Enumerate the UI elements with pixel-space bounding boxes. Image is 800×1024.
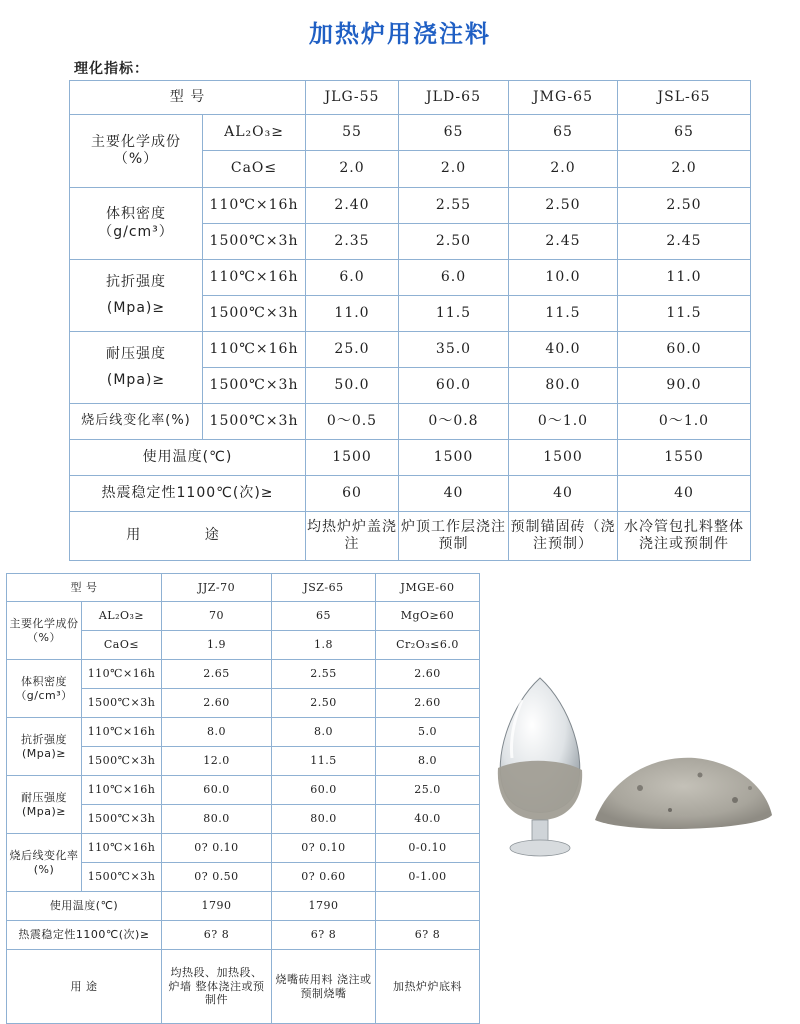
table-row — [70, 440, 751, 476]
table-cell: 2.0 — [618, 151, 751, 188]
table-cell: 1500 — [509, 440, 618, 476]
row-cond: 110℃×16h — [82, 834, 162, 863]
table-cell: 预制锚固砖（浇注预制） — [509, 512, 618, 561]
table-cell: 均热炉炉盖浇注 — [306, 512, 399, 561]
row-cond: 110℃×16h — [203, 332, 306, 368]
table-cell: 2.50 — [509, 188, 618, 224]
table-cell: 0-0.10 — [376, 834, 480, 863]
model-col-1: JLG-55 — [306, 81, 399, 115]
table-row — [7, 602, 480, 631]
table-cell: 60.0 — [162, 776, 272, 805]
flask-icon — [498, 678, 582, 856]
row-cond: 1500℃×3h — [82, 863, 162, 892]
table-row — [7, 950, 480, 1024]
table-row — [7, 834, 480, 863]
table-cell: 2.35 — [306, 224, 399, 260]
table-cell: 60 — [306, 476, 399, 512]
table-cell: 烧嘴砖用料 浇注或预制烧嘴 — [272, 950, 376, 1024]
table-row — [7, 574, 480, 602]
table-cell: 60.0 — [399, 368, 509, 404]
table-cell: 10.0 — [509, 260, 618, 296]
shock-label: 热震稳定性1100℃(次)≥ — [7, 921, 162, 950]
table-cell: 2.50 — [272, 689, 376, 718]
table-cell: 11.0 — [618, 260, 751, 296]
table-cell: 炉顶工作层浇注预制 — [399, 512, 509, 561]
chem-label: 主要化学成份（%） — [7, 602, 82, 660]
table-cell: 0～1.0 — [618, 404, 751, 440]
table-cell: 11.0 — [306, 296, 399, 332]
table-row — [7, 660, 480, 689]
table-cell: 40.0 — [509, 332, 618, 368]
table-row — [70, 81, 751, 115]
table-cell: 1790 — [272, 892, 376, 921]
row-cond: 110℃×16h — [82, 660, 162, 689]
table-cell: MgO≥60 — [376, 602, 480, 631]
row-cond: 1500℃×3h — [203, 224, 306, 260]
row-cond: 1500℃×3h — [203, 368, 306, 404]
row-cond: 110℃×16h — [82, 718, 162, 747]
table-cell: 2.55 — [399, 188, 509, 224]
temp-label: 使用温度(℃) — [70, 440, 306, 476]
table-cell — [376, 892, 480, 921]
table-cell: 0～0.8 — [399, 404, 509, 440]
table-row — [7, 921, 480, 950]
powder-pile-icon — [595, 758, 772, 829]
row-cond: 1500℃×3h — [82, 689, 162, 718]
model-col-2: JSZ-65 — [272, 574, 376, 602]
table-cell: 40 — [618, 476, 751, 512]
table-cell: 2.50 — [399, 224, 509, 260]
table-cell: 65 — [509, 115, 618, 151]
table-cell: 35.0 — [399, 332, 509, 368]
table-cell: Cr₂O₃≤6.0 — [376, 631, 480, 660]
table-cell: 1.9 — [162, 631, 272, 660]
use-label: 用 途 — [70, 512, 306, 561]
table-cell: 65 — [618, 115, 751, 151]
flex-label: 抗折强度 (Mpa)≥ — [70, 260, 203, 332]
page-title: 加热炉用浇注料 — [309, 20, 491, 48]
comp-label: 耐压强度 (Mpa)≥ — [70, 332, 203, 404]
table-cell: 0? 0.10 — [272, 834, 376, 863]
spec-table-2 — [6, 573, 480, 1024]
row-cond: 1500℃×3h — [203, 296, 306, 332]
table-cell: 6.0 — [399, 260, 509, 296]
table-cell: 1500 — [399, 440, 509, 476]
table-cell: 6.0 — [306, 260, 399, 296]
table-cell: 2.50 — [618, 188, 751, 224]
table-cell: 80.0 — [509, 368, 618, 404]
table-cell: 1790 — [162, 892, 272, 921]
table-cell: 11.5 — [272, 747, 376, 776]
table-cell: 0? 0.10 — [162, 834, 272, 863]
model-col-3: JMG-65 — [509, 81, 618, 115]
table-cell: 0-1.00 — [376, 863, 480, 892]
table-cell: 8.0 — [272, 718, 376, 747]
table-cell: 11.5 — [618, 296, 751, 332]
table-row — [7, 892, 480, 921]
table-row — [70, 115, 751, 151]
table-cell: 5.0 — [376, 718, 480, 747]
density-label: 体积密度（g/cm³） — [7, 660, 82, 718]
table-cell: 均热段、加热段、炉墙 整体浇注或预制件 — [162, 950, 272, 1024]
table-cell: 2.60 — [162, 689, 272, 718]
table-cell: 6? 8 — [376, 921, 480, 950]
table-cell: 12.0 — [162, 747, 272, 776]
row-cond: CaO≤ — [82, 631, 162, 660]
model-col-3: JMGE-60 — [376, 574, 480, 602]
model-header: 型 号 — [7, 574, 162, 602]
table-cell: 2.60 — [376, 660, 480, 689]
table-cell: 2.45 — [618, 224, 751, 260]
model-col-4: JSL-65 — [618, 81, 751, 115]
shock-label: 热震稳定性1100℃(次)≥ — [70, 476, 306, 512]
linear-label: 烧后线变化率(%) — [70, 404, 203, 440]
section-subtitle: 理化指标： — [74, 61, 149, 77]
table-cell: 6? 8 — [162, 921, 272, 950]
table-row — [70, 512, 751, 561]
table-cell: 2.0 — [399, 151, 509, 188]
table-cell: 70 — [162, 602, 272, 631]
table-cell: 65 — [399, 115, 509, 151]
row-cond: 110℃×16h — [82, 776, 162, 805]
row-cond: 110℃×16h — [203, 260, 306, 296]
table-cell: 8.0 — [376, 747, 480, 776]
table-row — [7, 718, 480, 747]
table-cell: 90.0 — [618, 368, 751, 404]
table-cell: 1500 — [306, 440, 399, 476]
table-cell: 水冷管包扎料整体浇注或预制件 — [618, 512, 751, 561]
table-cell: 50.0 — [306, 368, 399, 404]
table-row — [70, 260, 751, 296]
table-cell: 11.5 — [399, 296, 509, 332]
table-cell: 40 — [509, 476, 618, 512]
model-col-2: JLD-65 — [399, 81, 509, 115]
product-photo — [490, 670, 780, 870]
comp-label: 耐压强度(Mpa)≥ — [7, 776, 82, 834]
table-cell: 2.65 — [162, 660, 272, 689]
table-cell: 0～1.0 — [509, 404, 618, 440]
row-cond: 1500℃×3h — [82, 805, 162, 834]
table-cell: 80.0 — [162, 805, 272, 834]
table-cell: 2.45 — [509, 224, 618, 260]
spec-table-1 — [69, 80, 751, 561]
table-cell: 60.0 — [272, 776, 376, 805]
table-cell: 25.0 — [306, 332, 399, 368]
model-col-1: JJZ-70 — [162, 574, 272, 602]
table-cell: 40.0 — [376, 805, 480, 834]
table-cell: 0? 0.50 — [162, 863, 272, 892]
table-cell: 2.60 — [376, 689, 480, 718]
table-row — [70, 332, 751, 368]
linear-label: 烧后线变化率(%) — [7, 834, 82, 892]
table-cell: 2.55 — [272, 660, 376, 689]
use-label: 用 途 — [7, 950, 162, 1024]
table-cell: 80.0 — [272, 805, 376, 834]
row-cond: AL₂O₃≥ — [82, 602, 162, 631]
model-header: 型 号 — [70, 81, 306, 115]
row-cond: 1500℃×3h — [82, 747, 162, 776]
table-row — [7, 776, 480, 805]
table-cell: 11.5 — [509, 296, 618, 332]
table-row — [70, 188, 751, 224]
table-cell: 1550 — [618, 440, 751, 476]
temp-label: 使用温度(℃) — [7, 892, 162, 921]
table-cell: 1.8 — [272, 631, 376, 660]
table-cell: 0～0.5 — [306, 404, 399, 440]
table-cell: 65 — [272, 602, 376, 631]
density-label: 体积密度 （g/cm³） — [70, 188, 203, 260]
table-cell: 2.0 — [509, 151, 618, 188]
row-cond: 1500℃×3h — [203, 404, 306, 440]
table-cell: 25.0 — [376, 776, 480, 805]
table-cell: 加热炉炉底料 — [376, 950, 480, 1024]
row-cond: 110℃×16h — [203, 188, 306, 224]
table-cell: 40 — [399, 476, 509, 512]
row-cond: AL₂O₃≥ — [203, 115, 306, 151]
table-row — [70, 476, 751, 512]
table-cell: 2.0 — [306, 151, 399, 188]
row-cond: CaO≤ — [203, 151, 306, 188]
table-row — [70, 404, 751, 440]
table-cell: 6? 8 — [272, 921, 376, 950]
table-cell: 55 — [306, 115, 399, 151]
flex-label: 抗折强度(Mpa)≥ — [7, 718, 82, 776]
chem-label: 主要化学成份 （%） — [70, 115, 203, 188]
table-cell: 8.0 — [162, 718, 272, 747]
table-cell: 60.0 — [618, 332, 751, 368]
table-cell: 2.40 — [306, 188, 399, 224]
table-cell: 0? 0.60 — [272, 863, 376, 892]
